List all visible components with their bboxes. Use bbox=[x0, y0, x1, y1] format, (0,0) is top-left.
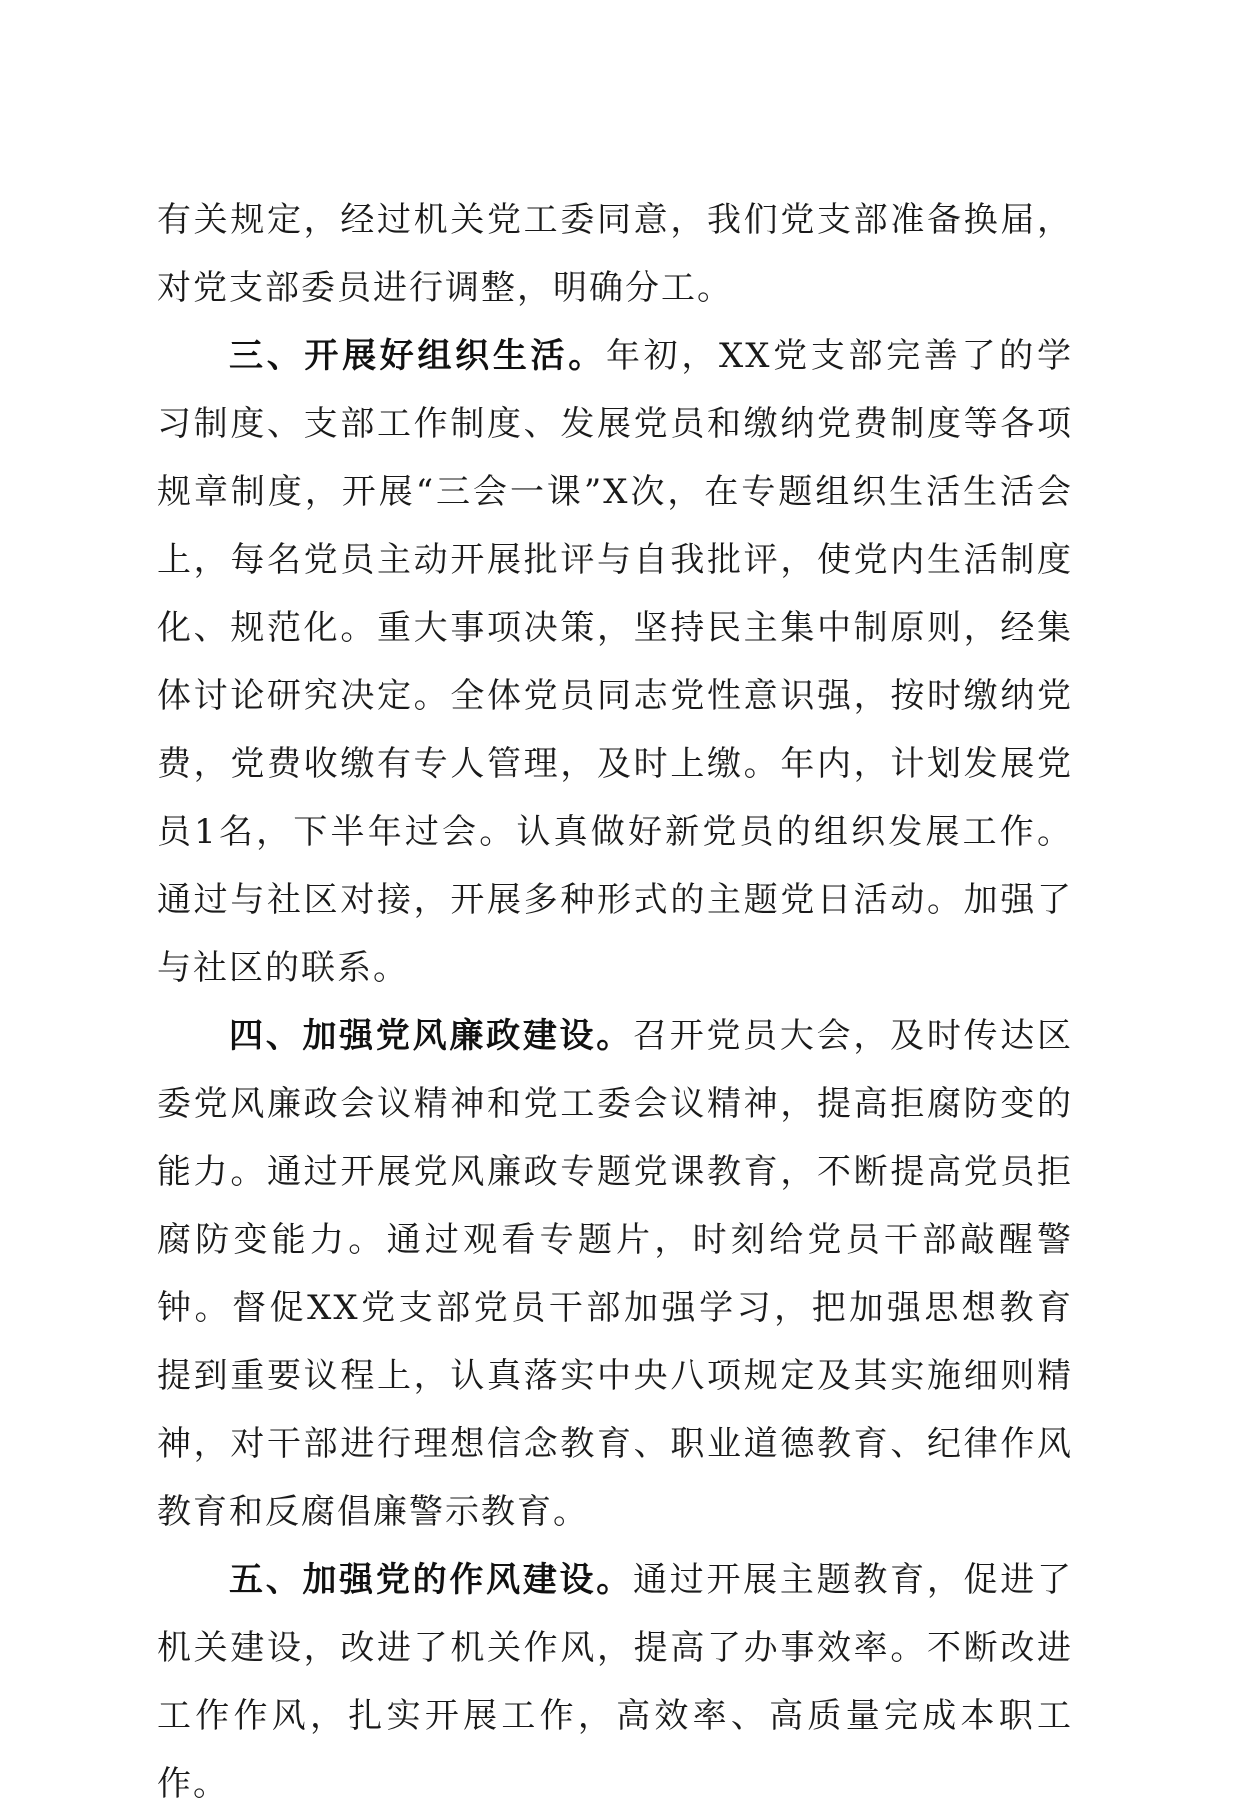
paragraph-text: 有关规定，经过机关党工委同意，我们党支部准备换届，对党支部委员进行调整，明确分工。 bbox=[157, 200, 1073, 308]
paragraph-continuation bbox=[157, 186, 1073, 322]
document-body bbox=[157, 186, 1073, 1818]
paragraph-text: 年初，XX党支部完善了的学习制度、支部工作制度、发展党员和缴纳党费制度等各项规章制度，开展“三会一课”X次，在专题组织生活生活会上，每名党员主动开展批评与自我批评，使党内生活制度化、规范化。重大事项决策，坚持民主集中制原则，经集体讨论研究决定。全体党员同志党性意识强，按时缴纳党费，党费收缴有专人管理，及时上缴。年内，计划发展党员1名，下半年过会。认真做好新党员的组织发展工作。通过与社区对接，开展多种形式的主题党日活动。加强了与社区的联系。 bbox=[157, 336, 1073, 988]
paragraph-text: 通过开展主题教育，促进了机关建设，改进了机关作风，提高了办事效率。不断改进工作作风，扎实开展工作，高效率、高质量完成本职工作。 bbox=[157, 1560, 1073, 1804]
paragraph-clean-government bbox=[157, 1002, 1073, 1546]
paragraph-text: 召开党员大会，及时传达区委党风廉政会议精神和党工委会议精神，提高拒腐防变的能力。通过开展党风廉政专题党课教育，不断提高党员拒腐防变能力。通过观看专题片，时刻给党员干部敲醒警钟。督促XX党支部党员干部加强学习，把加强思想教育提到重要议程上，认真落实中央八项规定及其实施细则精神，对干部进行理想信念教育、职业道德教育、纪律作风教育和反腐倡廉警示教育。 bbox=[157, 1016, 1073, 1532]
paragraph-work-style bbox=[157, 1546, 1073, 1818]
section-heading-work-style: 五、加强党的作风建设。 bbox=[229, 1560, 633, 1600]
section-heading-organization-life: 三、开展好组织生活。 bbox=[229, 336, 606, 376]
section-heading-clean-government: 四、加强党风廉政建设。 bbox=[229, 1016, 633, 1056]
paragraph-organization-life bbox=[157, 322, 1073, 1002]
